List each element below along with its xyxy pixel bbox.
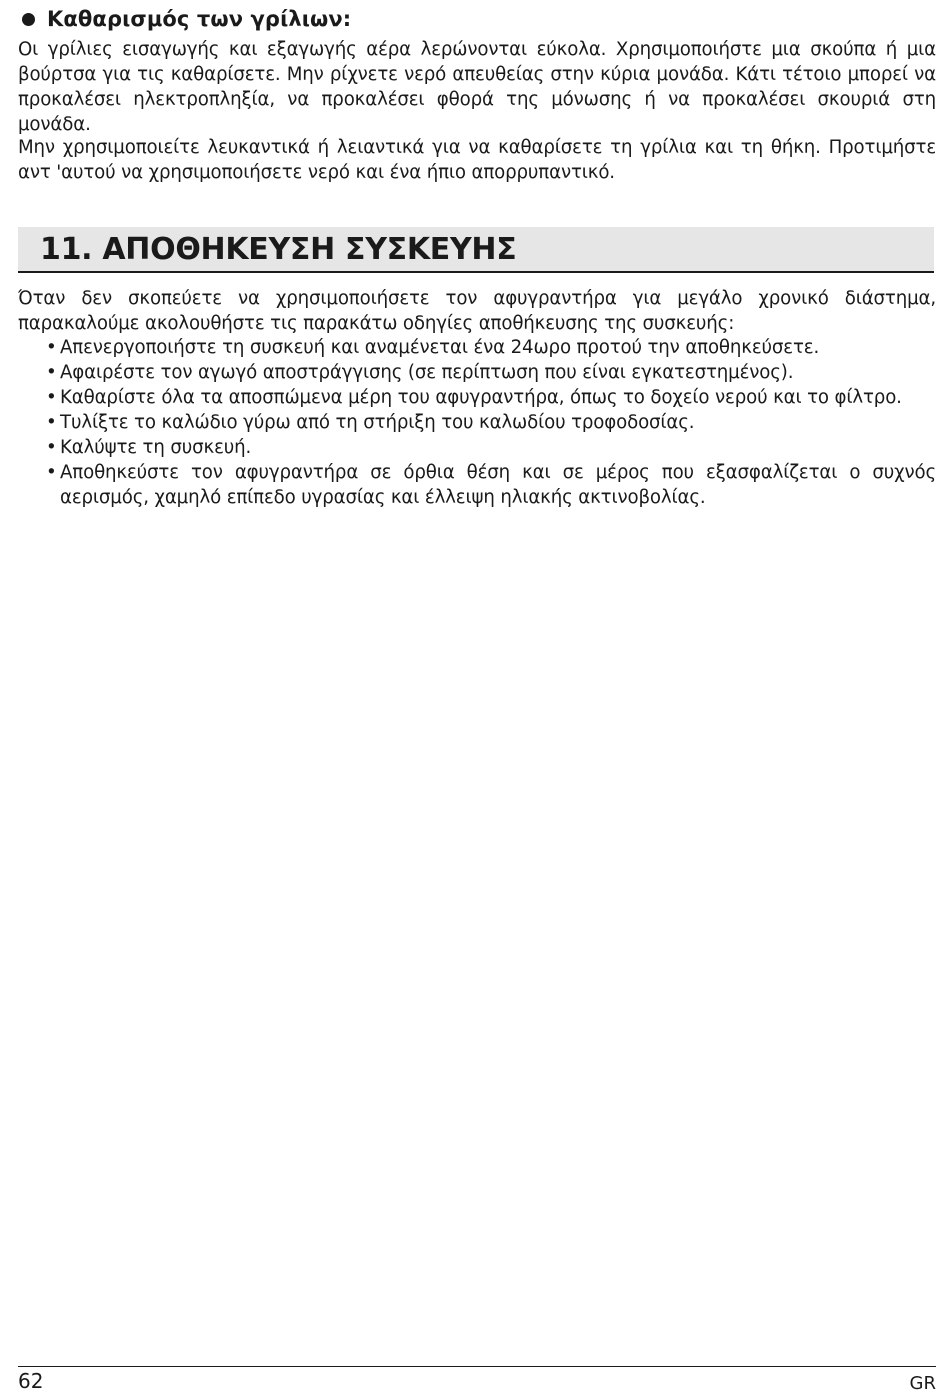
bullet-icon: • [46, 387, 57, 408]
list-item: • Τυλίξτε το καλώδιο γύρω από τη στήριξη του καλωδίου τροφοδοσίας. [46, 412, 695, 433]
bullet-icon: • [46, 412, 57, 433]
cleaning-grilles-heading-row [18, 4, 351, 34]
footer-divider [18, 1366, 936, 1367]
list-item: • Καλύψτε τη συσκευή. [46, 437, 252, 458]
cleaning-paragraph-2: Μην χρησιμοποιείτε λευκαντικά ή λειαντικά για να καθαρίσετε τη γρίλια και τη θήκη. Προτιμήστε αντ 'αυτού να χρησιμοποιήσετε νερό και ένα ήπιο απορρυπαντικό. [18, 137, 936, 183]
list-item: • Αποθηκεύστε τον αφυγραντήρα σε όρθια θέση και σε μέρος που εξασφαλίζεται ο συχνός αερισμός, χαμηλό επίπεδο υγρασίας και έλλειψη ηλιακής ακτινοβολίας. [46, 462, 936, 508]
section-title: 11. ΑΠΟΘΗΚΕΥΣΗ ΣΥΣΚΕΥΗΣ [40, 231, 517, 267]
list-item: • Απενεργοποιήστε τη συσκευή και αναμένεται ένα 24ωρο προτού την αποθηκεύσετε. [46, 337, 820, 358]
cleaning-grilles-heading: Καθαρισμός των γρίλιων: [47, 7, 352, 31]
bullet-icon: • [46, 462, 57, 483]
cleaning-paragraph-1: Οι γρίλιες εισαγωγής και εξαγωγής αέρα λερώνονται εύκολα. Χρησιμοποιήστε μια σκούπα ή μια βούρτσα για τις καθαρίσετε. Μην ρίχνετε νερό απευθείας στην κύρια μονάδα. Κάτι τέτοιο μπορεί να προκαλέσει ηλεκτροπληξία, να προκαλέσει φθορά της μόνωσης ή να προκαλέσει σκουριά στη μονάδα. [18, 39, 936, 135]
list-item: • Αφαιρέστε τον αγωγό αποστράγγισης (σε περίπτωση που είναι εγκατεστημένος). [46, 362, 794, 383]
list-item: • Καθαρίστε όλα τα αποσπώμενα μέρη του αφυγραντήρα, όπως το δοχείο νερού και το φίλτρο. [46, 387, 902, 408]
bullet-icon: • [46, 437, 57, 458]
bullet-dot-icon [22, 13, 35, 26]
storage-instructions-list [46, 335, 936, 510]
storage-intro: Όταν δεν σκοπεύετε να χρησιμοποιήσετε τον αφυγραντήρα για μεγάλο χρονικό διάστημα, παρακαλούμε ακολουθήστε τις παρακάτω οδηγίες αποθήκευσης της συσκευής: [18, 288, 936, 334]
bullet-icon: • [46, 337, 57, 358]
language-code: GR [909, 1373, 936, 1394]
bullet-icon: • [46, 362, 57, 383]
page-number: 62 [18, 1369, 44, 1393]
section-header-bar [18, 227, 934, 273]
